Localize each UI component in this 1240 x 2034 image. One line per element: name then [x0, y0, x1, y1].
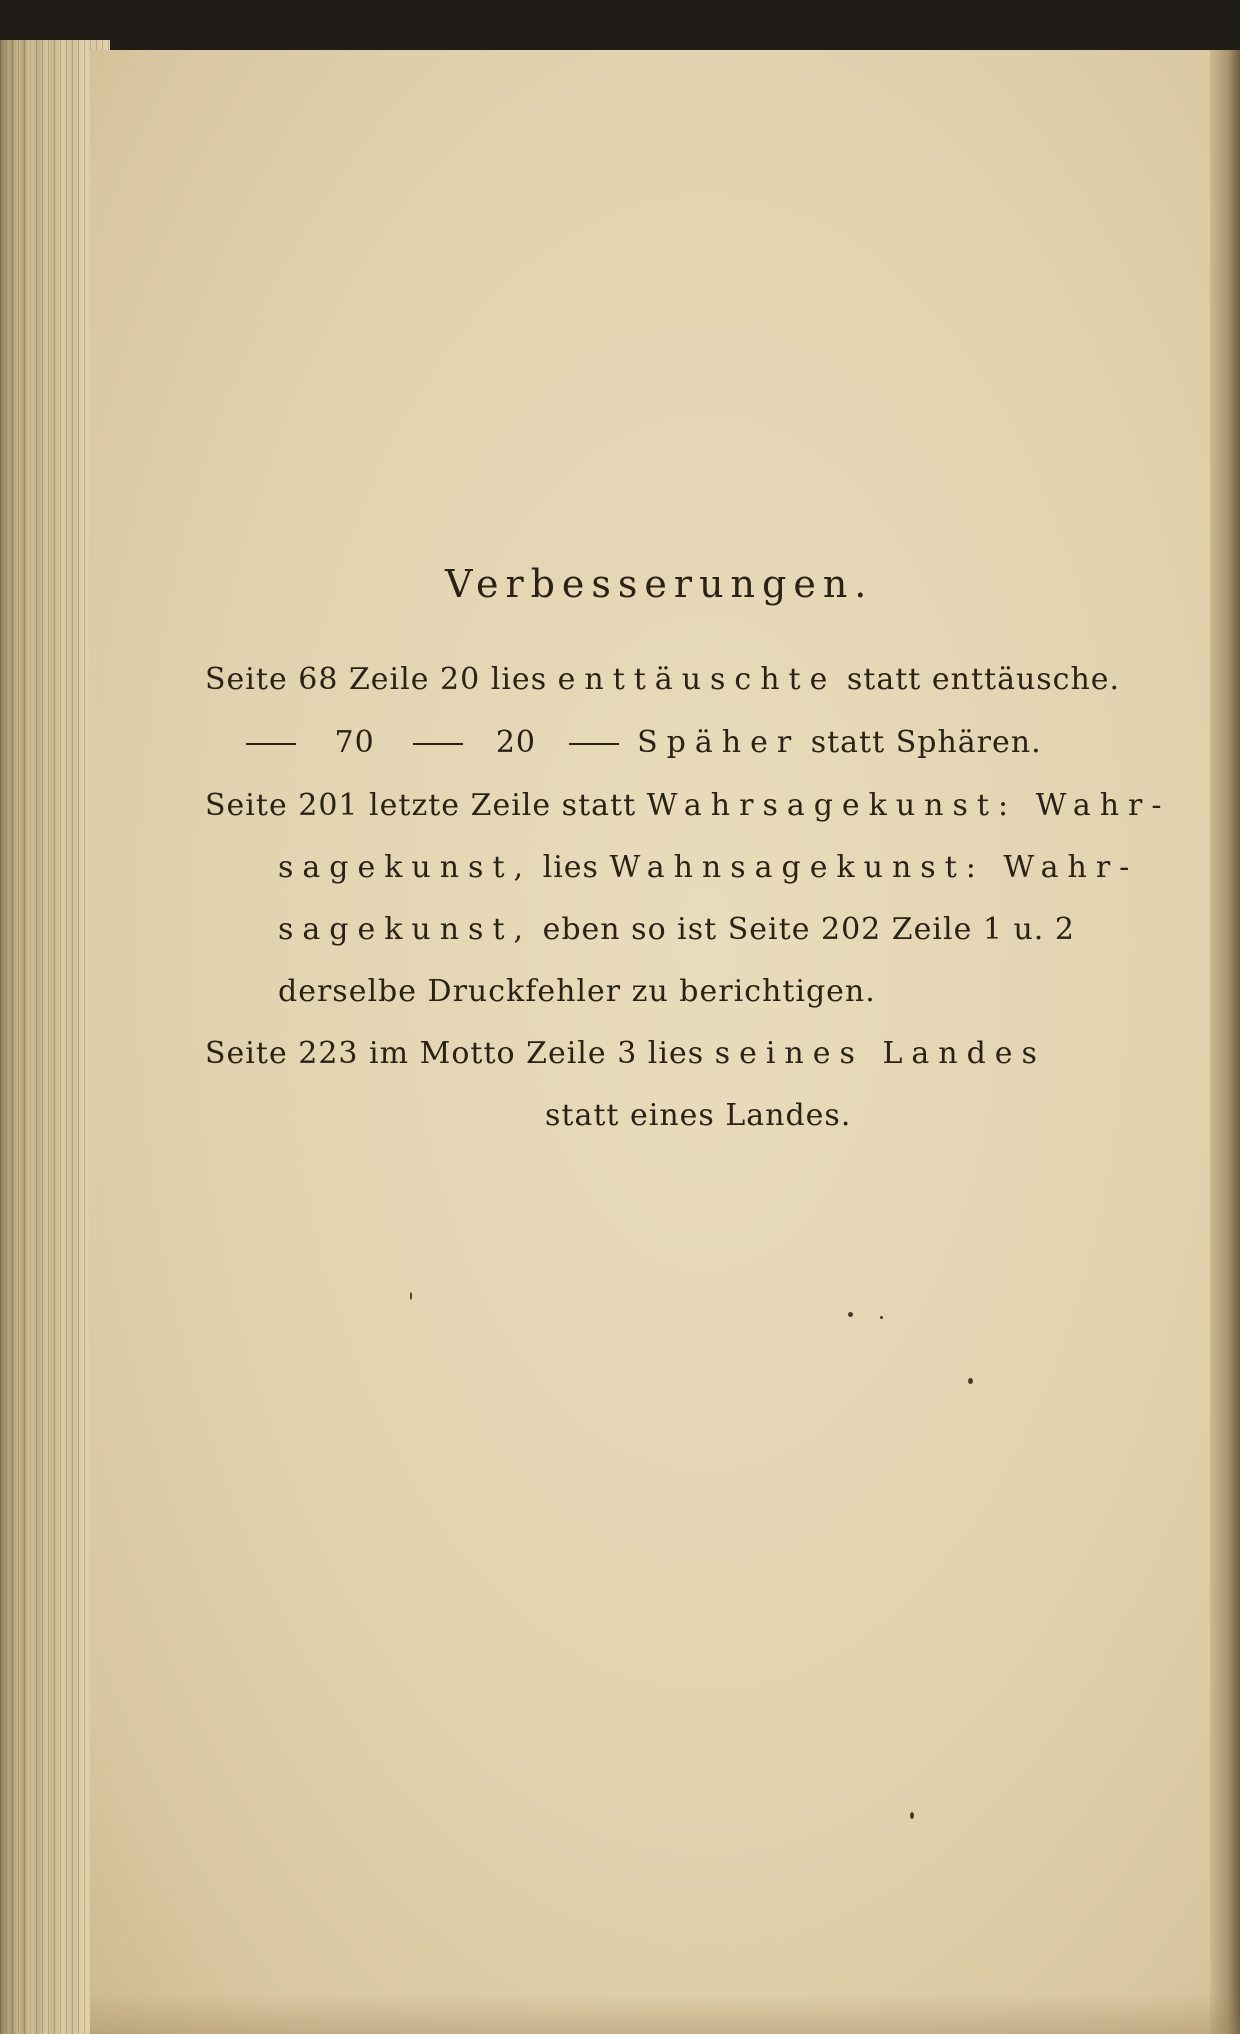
errata-entry-3-line-3 [278, 912, 1075, 947]
errata-entry-2 [238, 725, 1042, 760]
correction-word: seines Landes [714, 1036, 1046, 1071]
correction-word: Späher [637, 725, 801, 760]
correction-word: Wahnsagekunst: [609, 850, 985, 885]
errata-entry-4-line-1 [205, 1036, 1046, 1071]
entry-reference: Seite 68 Zeile 20 lies [205, 662, 558, 697]
ditto-dash [246, 743, 296, 745]
additional-note: derselbe Druckfehler zu berichtigen. [278, 974, 876, 1009]
original-word: statt enttäusche. [836, 662, 1121, 697]
entry-reference: Seite 201 letzte Zeile statt [205, 788, 647, 823]
additional-reference: eben so ist Seite 202 Zeile 1 u. 2 [532, 912, 1075, 947]
errata-entry-3-line-1 [205, 788, 1171, 823]
ditto-dash [413, 743, 463, 745]
line-continuation: Wahr- [984, 850, 1139, 885]
original-word-continued: sagekunst, [278, 850, 533, 885]
entry-reference: Seite 223 im Motto Zeile 3 lies [205, 1036, 715, 1071]
correction-word: enttäuschte [557, 662, 837, 697]
entry-page: 70 [334, 725, 375, 760]
correction-word-continued: sagekunst, [278, 912, 533, 947]
line-continuation: Wahr- [1017, 788, 1171, 823]
entry-line: 20 [495, 725, 537, 760]
lies-word: lies [532, 850, 610, 885]
errata-entry-4-line-2 [545, 1098, 851, 1133]
original-word: statt eines Landes. [545, 1098, 852, 1133]
errata-entry-3-line-2 [278, 850, 1138, 885]
ditto-dash [569, 743, 619, 745]
errata-entry-3-line-4 [278, 974, 876, 1009]
original-word: Wahrsagekunst: [646, 788, 1018, 823]
original-word: statt Sphären. [800, 725, 1042, 760]
errata-entry-1 [205, 662, 1120, 697]
page-title: Verbesserungen. [445, 562, 874, 606]
